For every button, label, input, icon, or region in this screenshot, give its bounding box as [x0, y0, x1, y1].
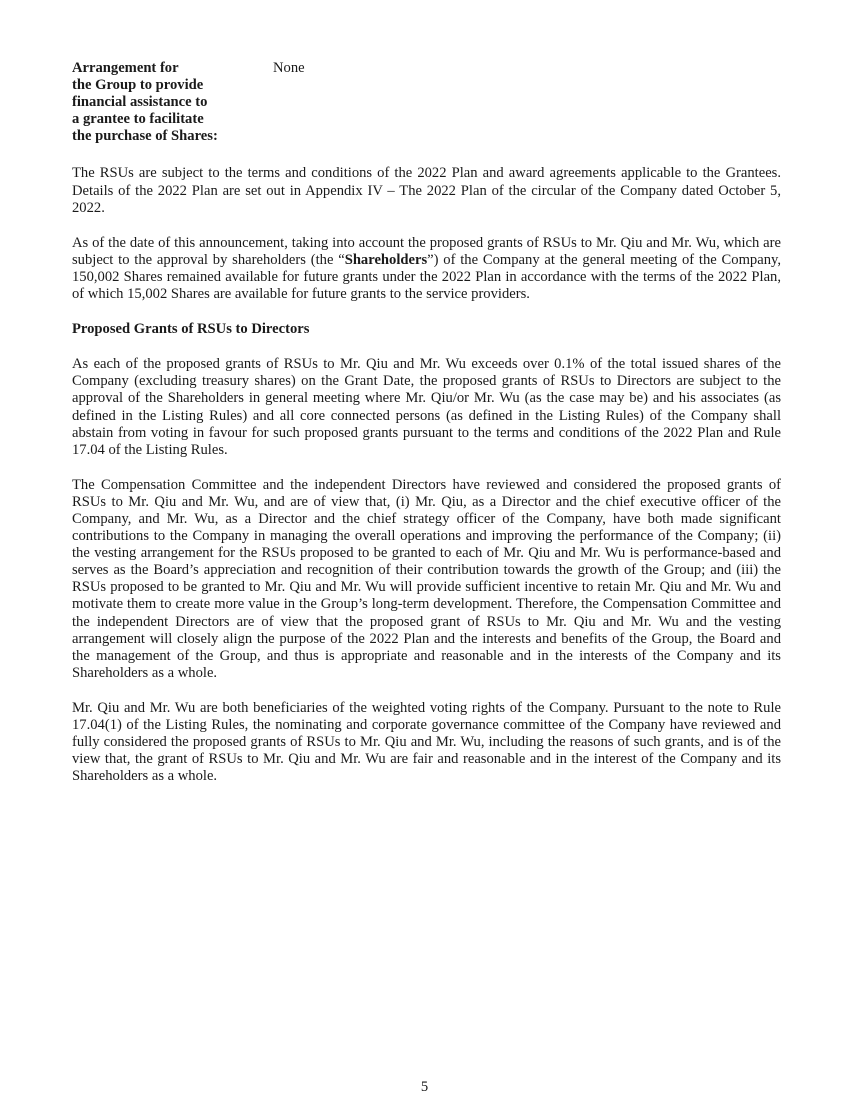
- financial-assistance-row: [72, 60, 781, 145]
- document-page: [72, 60, 781, 785]
- approval-requirement-paragraph: As each of the proposed grants of RSUs to Mr. Qiu and Mr. Wu exceeds over 0.1% of the total issued shares of the Company (excluding treasury shares) on the Grant Date, the proposed grants of RSUs to Directors are subject to the approval of the Shareholders in general meeting where Mr. Qiu/or Mr. Wu (as the case may be) and his associates (as defined in the Listing Rules) and all core connected persons (as defined in the Listing Rules) of the Company shall abstain from voting in favour for such proposed grants pursuant to the terms and conditions of the 2022 Plan and Rule 17.04 of the Listing Rules.: [72, 356, 781, 458]
- financial-assistance-value: None: [273, 60, 305, 76]
- page-number: 5: [420, 1079, 429, 1095]
- available-shares-text-end: ”) of the Company at the general meeting of the Company, 150,002 Shares remained available for future grants under the 2022 Plan in accordance with the terms of the 2022 Plan, of which 15,002 Shares are available for future grants to the service providers.: [72, 251, 781, 303]
- rsu-terms-paragraph: The RSUs are subject to the terms and conditions of the 2022 Plan and award agreements applicable to the Grantees. Details of the 2022 Plan are set out in Appendix IV – The 2022 Plan of the circular of the Company dated October 5, 2022.: [72, 165, 781, 216]
- shareholders-definition: Shareholders: [344, 251, 428, 268]
- section-heading: Proposed Grants of RSUs to Directors: [72, 321, 310, 338]
- weighted-voting-paragraph: Mr. Qiu and Mr. Wu are both beneficiaries of the weighted voting rights of the Company. Pursuant to the note to Rule 17.04(1) of the Listing Rules, the nominating and corporate governance committee of the Company have reviewed and fully considered the proposed grants of RSUs to Mr. Qiu and Mr. Wu, including the reasons of such grants, and is of the view that, the grant of RSUs to Mr. Qiu and Mr. Wu are fair and reasonable and in the interest of the Company and its Shareholders as a whole.: [72, 699, 781, 785]
- financial-assistance-label: Arrangement for the Group to provide financial assistance to a grantee to facilitate the purchase of Shares:: [72, 60, 218, 145]
- available-shares-text-start: As of the date of this announcement, taking into account the proposed grants of RSUs to Mr. Qiu and Mr. Wu, which are subject to the approval by shareholders (the “: [72, 234, 781, 268]
- compensation-committee-paragraph: The Compensation Committee and the independent Directors have reviewed and considered the proposed grants of RSUs to Mr. Qiu and Mr. Wu, and are of view that, (i) Mr. Qiu, as a Director and the chief executive officer of the Company, and Mr. Wu, as a Director and the chief strategy officer of the Company, have both made significant contributions to the Company in managing the overall operations and improving the performance of the Company; (ii) the vesting arrangement for the RSUs proposed to be granted to each of Mr. Qiu and Mr. Wu is performance-based and serves as the Board’s appreciation and recognition of their contribution towards the growth of the Group; and (iii) the RSUs proposed to be granted to Mr. Qiu and Mr. Wu will provide sufficient incentive to retain Mr. Qiu and Mr. Wu and motivate them to create more value in the Group’s long-term development. Therefore, the Compensation Committee and the independent Directors are of view that the proposed grant of RSUs to Mr. Qiu and Mr. Wu and the vesting arrangement will closely align the purpose of the 2022 Plan and the interests and benefits of the Group, the Board and the management of the Group, and thus is appropriate and reasonable and in the interests of the Company and its Shareholders as a whole.: [72, 476, 781, 681]
- available-shares-paragraph: [72, 235, 781, 303]
